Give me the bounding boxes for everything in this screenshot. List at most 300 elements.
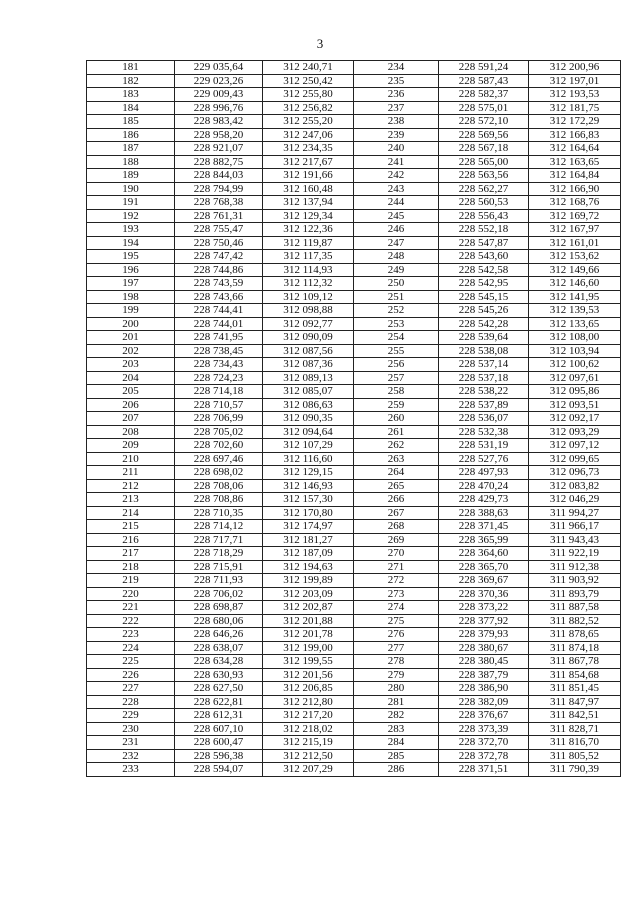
- point-number-left: 217: [87, 547, 175, 561]
- x-coordinate-right: 228 562,27: [439, 182, 529, 196]
- y-coordinate-right: 312 181,75: [529, 101, 621, 115]
- point-number-left: 231: [87, 736, 175, 750]
- y-coordinate-right: 311 903,92: [529, 574, 621, 588]
- y-coordinate-right: 311 842,51: [529, 709, 621, 723]
- point-number-left: 223: [87, 628, 175, 642]
- x-coordinate-left: 228 714,12: [175, 520, 263, 534]
- x-coordinate-left: 228 711,93: [175, 574, 263, 588]
- x-coordinate-right: 228 538,08: [439, 344, 529, 358]
- page-number: 3: [316, 36, 324, 51]
- point-number-left: 186: [87, 128, 175, 142]
- x-coordinate-left: 228 734,43: [175, 358, 263, 372]
- table-row: [87, 250, 621, 264]
- table-row: [87, 142, 621, 156]
- x-coordinate-right: 228 545,15: [439, 290, 529, 304]
- x-coordinate-left: 228 607,10: [175, 722, 263, 736]
- table-row: [87, 209, 621, 223]
- table-row: [87, 547, 621, 561]
- x-coordinate-left: 228 708,06: [175, 479, 263, 493]
- table-row: [87, 439, 621, 453]
- point-number-right: 242: [354, 169, 439, 183]
- y-coordinate-left: 312 090,09: [263, 331, 354, 345]
- table-row: [87, 344, 621, 358]
- x-coordinate-right: 228 388,63: [439, 506, 529, 520]
- point-number-right: 271: [354, 560, 439, 574]
- x-coordinate-right: 228 560,53: [439, 196, 529, 210]
- point-number-right: 253: [354, 317, 439, 331]
- point-number-left: 193: [87, 223, 175, 237]
- x-coordinate-left: 228 882,75: [175, 155, 263, 169]
- table-row: [87, 398, 621, 412]
- y-coordinate-right: 312 172,29: [529, 115, 621, 129]
- table-row: [87, 668, 621, 682]
- point-number-left: 218: [87, 560, 175, 574]
- table-row: [87, 628, 621, 642]
- x-coordinate-right: 228 365,99: [439, 533, 529, 547]
- y-coordinate-right: 311 893,79: [529, 587, 621, 601]
- y-coordinate-right: 311 847,97: [529, 695, 621, 709]
- point-number-left: 226: [87, 668, 175, 682]
- point-number-left: 216: [87, 533, 175, 547]
- table-row: [87, 587, 621, 601]
- point-number-right: 234: [354, 61, 439, 75]
- y-coordinate-left: 312 194,63: [263, 560, 354, 574]
- point-number-left: 233: [87, 763, 175, 777]
- point-number-right: 265: [354, 479, 439, 493]
- y-coordinate-right: 312 095,86: [529, 385, 621, 399]
- y-coordinate-left: 312 112,32: [263, 277, 354, 291]
- y-coordinate-right: 311 966,17: [529, 520, 621, 534]
- table-row: [87, 736, 621, 750]
- x-coordinate-right: 228 380,45: [439, 655, 529, 669]
- point-number-right: 277: [354, 641, 439, 655]
- point-number-left: 195: [87, 250, 175, 264]
- x-coordinate-left: 228 646,26: [175, 628, 263, 642]
- y-coordinate-right: 312 168,76: [529, 196, 621, 210]
- x-coordinate-right: 228 552,18: [439, 223, 529, 237]
- point-number-right: 247: [354, 236, 439, 250]
- point-number-right: 263: [354, 452, 439, 466]
- x-coordinate-left: 229 035,64: [175, 61, 263, 75]
- y-coordinate-left: 312 187,09: [263, 547, 354, 561]
- y-coordinate-left: 312 181,27: [263, 533, 354, 547]
- x-coordinate-left: 228 717,71: [175, 533, 263, 547]
- table-row: [87, 520, 621, 534]
- y-coordinate-left: 312 215,19: [263, 736, 354, 750]
- x-coordinate-left: 228 630,93: [175, 668, 263, 682]
- x-coordinate-left: 228 750,46: [175, 236, 263, 250]
- x-coordinate-left: 228 697,46: [175, 452, 263, 466]
- x-coordinate-left: 228 627,50: [175, 682, 263, 696]
- x-coordinate-right: 228 370,36: [439, 587, 529, 601]
- point-number-right: 239: [354, 128, 439, 142]
- x-coordinate-right: 228 373,39: [439, 722, 529, 736]
- point-number-left: 194: [87, 236, 175, 250]
- x-coordinate-right: 228 373,22: [439, 601, 529, 615]
- table-row: [87, 506, 621, 520]
- table-row: [87, 290, 621, 304]
- point-number-left: 182: [87, 74, 175, 88]
- point-number-right: 235: [354, 74, 439, 88]
- x-coordinate-right: 228 575,01: [439, 101, 529, 115]
- x-coordinate-left: 228 744,86: [175, 263, 263, 277]
- y-coordinate-right: 312 193,53: [529, 88, 621, 102]
- y-coordinate-right: 312 164,84: [529, 169, 621, 183]
- y-coordinate-right: 312 169,72: [529, 209, 621, 223]
- coordinates-table: [86, 60, 621, 777]
- y-coordinate-right: 312 166,90: [529, 182, 621, 196]
- point-number-right: 273: [354, 587, 439, 601]
- table-row: [87, 641, 621, 655]
- y-coordinate-right: 312 096,73: [529, 466, 621, 480]
- x-coordinate-left: 228 761,31: [175, 209, 263, 223]
- y-coordinate-right: 312 153,62: [529, 250, 621, 264]
- point-number-right: 240: [354, 142, 439, 156]
- point-number-right: 286: [354, 763, 439, 777]
- table-row: [87, 317, 621, 331]
- table-row: [87, 155, 621, 169]
- y-coordinate-left: 312 250,42: [263, 74, 354, 88]
- point-number-left: 190: [87, 182, 175, 196]
- y-coordinate-left: 312 119,87: [263, 236, 354, 250]
- point-number-left: 227: [87, 682, 175, 696]
- table-row: [87, 128, 621, 142]
- y-coordinate-left: 312 129,34: [263, 209, 354, 223]
- x-coordinate-right: 228 569,56: [439, 128, 529, 142]
- y-coordinate-right: 312 133,65: [529, 317, 621, 331]
- table-row: [87, 425, 621, 439]
- point-number-right: 269: [354, 533, 439, 547]
- y-coordinate-left: 312 199,89: [263, 574, 354, 588]
- point-number-right: 285: [354, 749, 439, 763]
- y-coordinate-right: 311 874,18: [529, 641, 621, 655]
- point-number-left: 208: [87, 425, 175, 439]
- y-coordinate-left: 312 098,88: [263, 304, 354, 318]
- table-row: [87, 358, 621, 372]
- x-coordinate-right: 228 382,09: [439, 695, 529, 709]
- y-coordinate-right: 311 912,38: [529, 560, 621, 574]
- y-coordinate-left: 312 122,36: [263, 223, 354, 237]
- point-number-left: 198: [87, 290, 175, 304]
- table-row: [87, 601, 621, 615]
- y-coordinate-left: 312 255,80: [263, 88, 354, 102]
- point-number-left: 205: [87, 385, 175, 399]
- y-coordinate-right: 311 805,52: [529, 749, 621, 763]
- y-coordinate-right: 312 100,62: [529, 358, 621, 372]
- point-number-right: 275: [354, 614, 439, 628]
- x-coordinate-left: 228 714,18: [175, 385, 263, 399]
- x-coordinate-right: 228 371,51: [439, 763, 529, 777]
- y-coordinate-right: 312 092,17: [529, 412, 621, 426]
- table-row: [87, 385, 621, 399]
- x-coordinate-right: 228 587,43: [439, 74, 529, 88]
- x-coordinate-right: 228 369,67: [439, 574, 529, 588]
- x-coordinate-left: 229 023,26: [175, 74, 263, 88]
- point-number-left: 184: [87, 101, 175, 115]
- point-number-right: 279: [354, 668, 439, 682]
- x-coordinate-left: 228 705,02: [175, 425, 263, 439]
- point-number-left: 225: [87, 655, 175, 669]
- point-number-right: 274: [354, 601, 439, 615]
- y-coordinate-left: 312 089,13: [263, 371, 354, 385]
- x-coordinate-left: 228 706,99: [175, 412, 263, 426]
- y-coordinate-left: 312 201,56: [263, 668, 354, 682]
- point-number-right: 236: [354, 88, 439, 102]
- x-coordinate-left: 228 710,57: [175, 398, 263, 412]
- y-coordinate-right: 311 922,19: [529, 547, 621, 561]
- x-coordinate-left: 228 680,06: [175, 614, 263, 628]
- x-coordinate-left: 228 706,02: [175, 587, 263, 601]
- point-number-left: 229: [87, 709, 175, 723]
- point-number-left: 214: [87, 506, 175, 520]
- point-number-left: 209: [87, 439, 175, 453]
- x-coordinate-right: 228 365,70: [439, 560, 529, 574]
- y-coordinate-left: 312 094,64: [263, 425, 354, 439]
- y-coordinate-left: 312 109,12: [263, 290, 354, 304]
- table-row: [87, 466, 621, 480]
- point-number-right: 260: [354, 412, 439, 426]
- y-coordinate-right: 312 046,29: [529, 493, 621, 507]
- y-coordinate-left: 312 117,35: [263, 250, 354, 264]
- point-number-right: 281: [354, 695, 439, 709]
- table-row: [87, 574, 621, 588]
- point-number-right: 259: [354, 398, 439, 412]
- point-number-left: 204: [87, 371, 175, 385]
- y-coordinate-left: 312 129,15: [263, 466, 354, 480]
- point-number-right: 246: [354, 223, 439, 237]
- table-row: [87, 763, 621, 777]
- y-coordinate-left: 312 217,67: [263, 155, 354, 169]
- x-coordinate-left: 228 744,01: [175, 317, 263, 331]
- y-coordinate-left: 312 212,80: [263, 695, 354, 709]
- point-number-right: 243: [354, 182, 439, 196]
- point-number-left: 212: [87, 479, 175, 493]
- y-coordinate-left: 312 255,20: [263, 115, 354, 129]
- y-coordinate-right: 312 083,82: [529, 479, 621, 493]
- point-number-right: 283: [354, 722, 439, 736]
- point-number-right: 257: [354, 371, 439, 385]
- y-coordinate-right: 311 878,65: [529, 628, 621, 642]
- x-coordinate-left: 228 743,66: [175, 290, 263, 304]
- table-row: [87, 304, 621, 318]
- point-number-left: 228: [87, 695, 175, 709]
- x-coordinate-left: 228 698,02: [175, 466, 263, 480]
- table-row: [87, 88, 621, 102]
- x-coordinate-left: 228 724,23: [175, 371, 263, 385]
- point-number-left: 188: [87, 155, 175, 169]
- x-coordinate-right: 228 527,76: [439, 452, 529, 466]
- y-coordinate-left: 312 256,82: [263, 101, 354, 115]
- y-coordinate-right: 311 882,52: [529, 614, 621, 628]
- x-coordinate-left: 228 983,42: [175, 115, 263, 129]
- y-coordinate-left: 312 146,93: [263, 479, 354, 493]
- point-number-left: 189: [87, 169, 175, 183]
- point-number-right: 252: [354, 304, 439, 318]
- point-number-right: 255: [354, 344, 439, 358]
- point-number-left: 220: [87, 587, 175, 601]
- y-coordinate-right: 312 164,64: [529, 142, 621, 156]
- y-coordinate-left: 312 203,09: [263, 587, 354, 601]
- y-coordinate-right: 312 167,97: [529, 223, 621, 237]
- x-coordinate-right: 228 591,24: [439, 61, 529, 75]
- point-number-left: 200: [87, 317, 175, 331]
- y-coordinate-right: 311 943,43: [529, 533, 621, 547]
- x-coordinate-right: 228 542,28: [439, 317, 529, 331]
- x-coordinate-left: 228 702,60: [175, 439, 263, 453]
- x-coordinate-left: 228 715,91: [175, 560, 263, 574]
- table-row: [87, 749, 621, 763]
- y-coordinate-left: 312 092,77: [263, 317, 354, 331]
- point-number-left: 201: [87, 331, 175, 345]
- y-coordinate-right: 312 097,61: [529, 371, 621, 385]
- y-coordinate-right: 312 146,60: [529, 277, 621, 291]
- table-row: [87, 479, 621, 493]
- y-coordinate-right: 312 141,95: [529, 290, 621, 304]
- point-number-left: 210: [87, 452, 175, 466]
- x-coordinate-left: 228 755,47: [175, 223, 263, 237]
- point-number-right: 266: [354, 493, 439, 507]
- x-coordinate-right: 228 538,22: [439, 385, 529, 399]
- table-row: [87, 614, 621, 628]
- point-number-left: 230: [87, 722, 175, 736]
- y-coordinate-left: 312 170,80: [263, 506, 354, 520]
- y-coordinate-right: 312 161,01: [529, 236, 621, 250]
- x-coordinate-right: 228 545,26: [439, 304, 529, 318]
- y-coordinate-left: 312 234,35: [263, 142, 354, 156]
- table-row: [87, 371, 621, 385]
- y-coordinate-left: 312 116,60: [263, 452, 354, 466]
- y-coordinate-left: 312 087,36: [263, 358, 354, 372]
- table-row: [87, 74, 621, 88]
- x-coordinate-left: 228 698,87: [175, 601, 263, 615]
- point-number-right: 245: [354, 209, 439, 223]
- x-coordinate-right: 228 376,67: [439, 709, 529, 723]
- x-coordinate-left: 228 634,28: [175, 655, 263, 669]
- x-coordinate-right: 228 542,58: [439, 263, 529, 277]
- point-number-right: 250: [354, 277, 439, 291]
- point-number-right: 276: [354, 628, 439, 642]
- x-coordinate-right: 228 379,93: [439, 628, 529, 642]
- y-coordinate-right: 312 093,29: [529, 425, 621, 439]
- point-number-left: 222: [87, 614, 175, 628]
- point-number-left: 207: [87, 412, 175, 426]
- y-coordinate-left: 312 217,20: [263, 709, 354, 723]
- table-row: [87, 196, 621, 210]
- point-number-left: 206: [87, 398, 175, 412]
- x-coordinate-left: 228 710,35: [175, 506, 263, 520]
- x-coordinate-left: 228 622,81: [175, 695, 263, 709]
- table-row: [87, 682, 621, 696]
- point-number-right: 244: [354, 196, 439, 210]
- table-row: [87, 722, 621, 736]
- table-row: [87, 533, 621, 547]
- table-row: [87, 115, 621, 129]
- point-number-right: 284: [354, 736, 439, 750]
- point-number-right: 238: [354, 115, 439, 129]
- x-coordinate-right: 228 572,10: [439, 115, 529, 129]
- y-coordinate-right: 312 166,83: [529, 128, 621, 142]
- point-number-left: 187: [87, 142, 175, 156]
- table-row: [87, 101, 621, 115]
- point-number-right: 267: [354, 506, 439, 520]
- point-number-right: 262: [354, 439, 439, 453]
- table-row: [87, 61, 621, 75]
- y-coordinate-right: 311 816,70: [529, 736, 621, 750]
- y-coordinate-left: 312 240,71: [263, 61, 354, 75]
- coordinates-table-body: [87, 61, 621, 777]
- x-coordinate-left: 228 996,76: [175, 101, 263, 115]
- y-coordinate-left: 312 137,94: [263, 196, 354, 210]
- x-coordinate-right: 228 539,64: [439, 331, 529, 345]
- table-row: [87, 223, 621, 237]
- y-coordinate-left: 312 174,97: [263, 520, 354, 534]
- x-coordinate-left: 228 638,07: [175, 641, 263, 655]
- x-coordinate-left: 228 596,38: [175, 749, 263, 763]
- x-coordinate-left: 228 958,20: [175, 128, 263, 142]
- x-coordinate-right: 228 372,78: [439, 749, 529, 763]
- y-coordinate-right: 311 790,39: [529, 763, 621, 777]
- table-row: [87, 560, 621, 574]
- y-coordinate-left: 312 199,00: [263, 641, 354, 655]
- x-coordinate-right: 228 582,37: [439, 88, 529, 102]
- point-number-left: 224: [87, 641, 175, 655]
- point-number-left: 185: [87, 115, 175, 129]
- table-row: [87, 169, 621, 183]
- x-coordinate-right: 228 364,60: [439, 547, 529, 561]
- point-number-left: 213: [87, 493, 175, 507]
- table-row: [87, 655, 621, 669]
- x-coordinate-right: 228 531,19: [439, 439, 529, 453]
- point-number-left: 219: [87, 574, 175, 588]
- x-coordinate-right: 228 429,73: [439, 493, 529, 507]
- x-coordinate-right: 228 543,60: [439, 250, 529, 264]
- point-number-right: 272: [354, 574, 439, 588]
- table-row: [87, 412, 621, 426]
- table-row: [87, 452, 621, 466]
- y-coordinate-right: 312 200,96: [529, 61, 621, 75]
- y-coordinate-right: 312 103,94: [529, 344, 621, 358]
- point-number-left: 181: [87, 61, 175, 75]
- point-number-left: 196: [87, 263, 175, 277]
- y-coordinate-left: 312 218,02: [263, 722, 354, 736]
- y-coordinate-right: 311 851,45: [529, 682, 621, 696]
- y-coordinate-right: 312 197,01: [529, 74, 621, 88]
- x-coordinate-right: 228 537,18: [439, 371, 529, 385]
- x-coordinate-left: 228 768,38: [175, 196, 263, 210]
- y-coordinate-right: 311 854,68: [529, 668, 621, 682]
- point-number-right: 261: [354, 425, 439, 439]
- point-number-left: 199: [87, 304, 175, 318]
- y-coordinate-right: 311 887,58: [529, 601, 621, 615]
- table-row: [87, 277, 621, 291]
- x-coordinate-right: 228 563,56: [439, 169, 529, 183]
- y-coordinate-right: 311 867,78: [529, 655, 621, 669]
- point-number-left: 192: [87, 209, 175, 223]
- x-coordinate-left: 228 738,45: [175, 344, 263, 358]
- x-coordinate-left: 228 747,42: [175, 250, 263, 264]
- x-coordinate-left: 228 743,59: [175, 277, 263, 291]
- point-number-left: 211: [87, 466, 175, 480]
- point-number-left: 202: [87, 344, 175, 358]
- point-number-right: 241: [354, 155, 439, 169]
- y-coordinate-left: 312 160,48: [263, 182, 354, 196]
- point-number-right: 270: [354, 547, 439, 561]
- y-coordinate-left: 312 201,78: [263, 628, 354, 642]
- x-coordinate-right: 228 537,14: [439, 358, 529, 372]
- x-coordinate-left: 228 794,99: [175, 182, 263, 196]
- table-row: [87, 695, 621, 709]
- y-coordinate-left: 312 157,30: [263, 493, 354, 507]
